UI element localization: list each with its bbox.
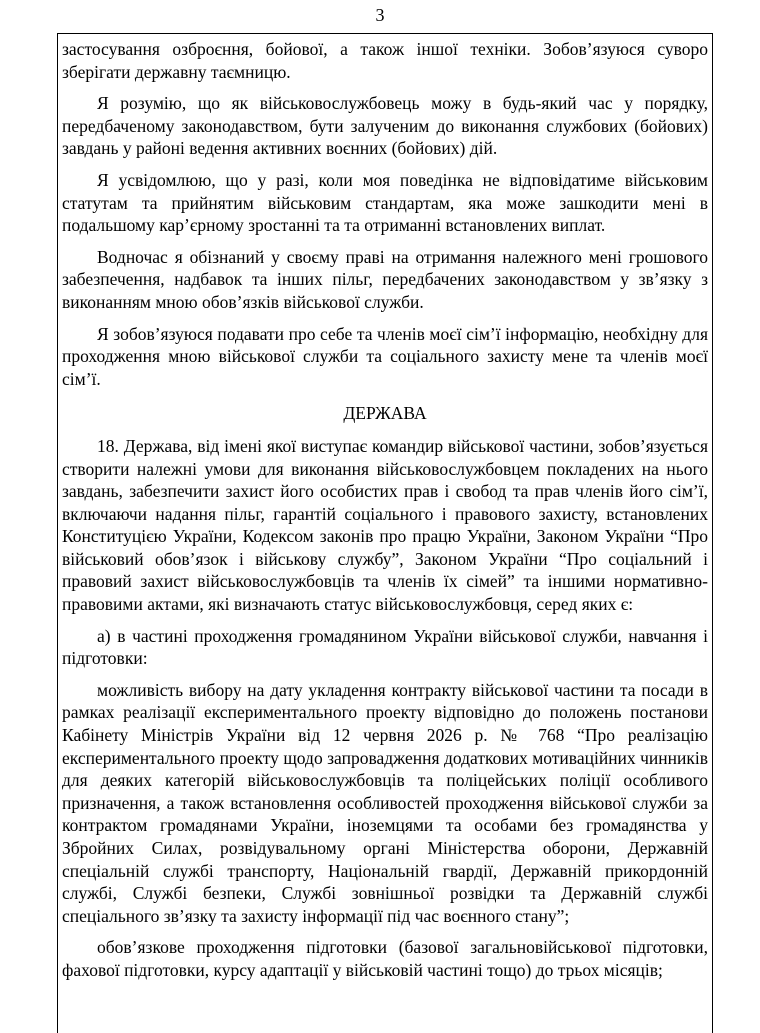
paragraph-continued: застосування озброєння, бойової, а також іншої техніки. Зобов’язуюся суворо зберігати державну таємницю.: [62, 39, 708, 82]
paragraph-training: обов’язкове проходження підготовки (базової загальновійськової підготовки, фахової підготовки, курсу адаптації у військовій частині тощо) до трьох місяців;: [62, 937, 708, 980]
paragraph-subsection-a: а) в частині проходження громадянином України військової служби, навчання і підготовки:: [62, 625, 708, 669]
document-body: [62, 38, 708, 991]
paragraph-unit-choice: можливість вибору на дату укладення контракту військової частини та посади в рамках реалізації експериментального проекту відповідно до положень постанови Кабінету Міністрів України від 12 червня 2026 р. № 768 “Про реалізацію експериментального проекту щодо запровадження додаткових мотиваційних чинників для деяких категорій військовослужбовців та поліцейських поліції особливого призначення, а також встановлення особливостей проходження військової служби за контрактом громадянами України, іноземцями та особами без громадянства у Збройних Силах, розвідувальному органі Міністерства оборони, Державній спеціальній службі транспорту, Національній гвардії, Державній прикордонній службі, Службі безпеки, Службі зовнішньої розвідки та Державній службі спеціального зв’язку та захисту інформації під час воєнного стану”;: [62, 679, 708, 926]
paragraph-state-obligations: 18. Держава, від імені якої виступає командир військової частини, зобов’язується створити належні умови для виконання військовослужбовцем покладених на нього завдань, забезпечити захист його особистих прав і свобод та прав членів його сім’ї, включаючи надання пільг, гарантій соціального і правового захисту, встановлених Конституцією України, Кодексом законів про працю України, Законом України “Про військовий обов’язок і військову службу”, Законом України “Про соціальний і правовий захист військовослужбовців та членів їх сімей” та іншими нормативно-правовими актами, які визначають статус військовослужбовця, серед яких є:: [62, 435, 708, 615]
paragraph-family-info: Я зобов’язуюся подавати про себе та членів моєї сім’ї інформацію, необхідну для проходження мною військової служби та соціального захисту мене та членів моєї сім’ї.: [62, 323, 708, 389]
paragraph-understanding: Я розумію, що як військовослужбовець можу в будь-який час у порядку, передбаченому законодавством, бути залученим до виконання службових (бойових) завдань у районі ведення активних воєнних (бойових) дій.: [62, 93, 708, 159]
paragraph-awareness: Я усвідомлюю, що у разі, коли моя поведінка не відповідатиме військовим статутам та прийнятим військовим стандартам, яка може зашкодити мені в подальшому кар’єрному зростанні та та отриманні встановлених виплат.: [62, 169, 708, 236]
section-heading: ДЕРЖАВА: [343, 403, 427, 424]
page-number: 3: [375, 5, 385, 25]
paragraph-rights: Водночас я обізнаний у своєму праві на отримання належного мені грошового забезпечення, надбавок та інших пільг, передбачених законодавством у зв’язку з виконанням мною обов’язків військової служби.: [62, 246, 708, 312]
